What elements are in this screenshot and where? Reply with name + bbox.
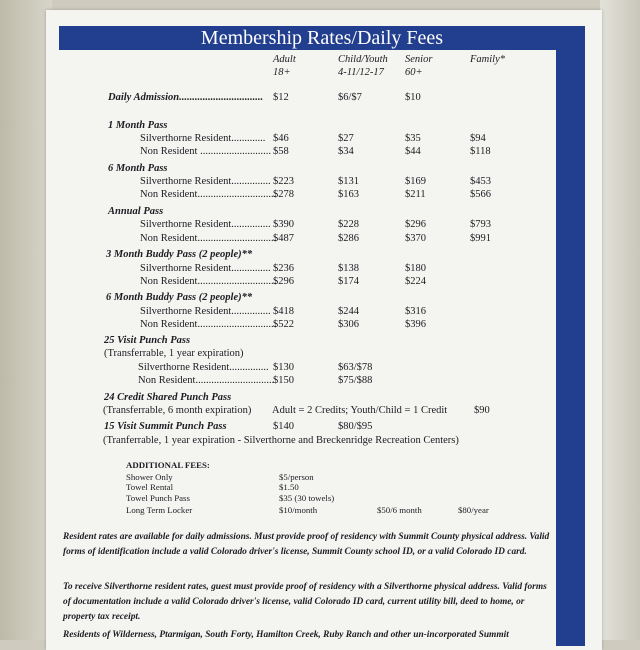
punch24-credits: Adult = 2 Credits; Youth/Child = 1 Credit	[272, 405, 448, 416]
fee-label: Long Term Locker	[126, 505, 193, 515]
cell-family: $566	[470, 189, 491, 200]
cell-senior: $316	[405, 306, 426, 317]
row-label: Non Resident..............................	[140, 276, 277, 287]
cell-adult: $46	[273, 133, 289, 144]
cell-adult: $278	[273, 189, 294, 200]
row-label: Silverthorne Resident...............	[138, 362, 269, 373]
punch15-note: (Tranferrable, 1 year expiration - Silverthorne and Breckenridge Recreation Centers)	[103, 435, 459, 446]
cell-adult: $296	[273, 276, 294, 287]
fee-value: $10/month	[279, 505, 318, 515]
cell-family: $453	[470, 176, 491, 187]
cell-adult: $130	[273, 362, 294, 373]
cell-senior: $370	[405, 233, 426, 244]
fee-value: $1.50	[279, 482, 299, 492]
col-child-age: 4-11/12-17	[338, 67, 384, 78]
fee-value: $5/person	[279, 472, 314, 482]
punch15-title: 15 Visit Summit Punch Pass	[104, 421, 227, 432]
cell-child: $286	[338, 233, 359, 244]
cell-family: $991	[470, 233, 491, 244]
cell-child: $138	[338, 263, 359, 274]
cell-adult: $150	[273, 375, 294, 386]
cell-family: $118	[470, 146, 491, 157]
cell-child: $306	[338, 319, 359, 330]
cell-adult: $418	[273, 306, 294, 317]
row-label: Non Resident..............................	[140, 319, 277, 330]
background-right	[600, 0, 640, 640]
punch25-note: (Transferrable, 1 year expiration)	[104, 348, 244, 359]
punch24-note: (Transferrable, 6 month expiration)	[103, 405, 252, 416]
row-label: Silverthorne Resident...............	[140, 176, 271, 187]
punch25-title: 25 Visit Punch Pass	[104, 335, 191, 346]
row-label: Non Resident..............................	[138, 375, 275, 386]
punch15-child: $80/$95	[338, 421, 373, 432]
additional-fees-heading: ADDITIONAL FEES:	[126, 460, 210, 470]
fee-label: Shower Only	[126, 472, 173, 482]
cell-child: $27	[338, 133, 354, 144]
daily-child: $6/$7	[338, 92, 362, 103]
cell-family: $793	[470, 219, 491, 230]
fee-value-year: $80/year	[458, 505, 489, 515]
cell-family: $94	[470, 133, 486, 144]
cell-senior: $296	[405, 219, 426, 230]
punch24-price: $90	[474, 405, 490, 416]
col-adult-header: Adult	[273, 54, 296, 65]
pass-title: 6 Month Buddy Pass (2 people)**	[106, 292, 253, 303]
cell-adult: $223	[273, 176, 294, 187]
row-label: Silverthorne Resident.............	[140, 133, 266, 144]
row-label: Silverthorne Resident...............	[140, 263, 271, 274]
col-family-header: Family*	[470, 54, 505, 65]
row-label: Silverthorne Resident...............	[140, 219, 271, 230]
cell-child: $163	[338, 189, 359, 200]
pass-title: 3 Month Buddy Pass (2 people)**	[106, 249, 253, 260]
row-label: Non Resident ...........................	[140, 146, 271, 157]
fee-value: $35 (30 towels)	[279, 493, 335, 503]
cell-adult: $522	[273, 319, 294, 330]
col-child-header: Child/Youth	[338, 54, 388, 65]
cell-adult: $390	[273, 219, 294, 230]
silverthorne-note: To receive Silverthorne resident rates, guest must provide proof of residency with a Silverthorne physical address. Valid forms of documentation include a valid Colorado driver's license, valid Colorado ID card, current utility bill, deed to home, or property tax receipt.	[63, 582, 547, 622]
cell-adult: $487	[273, 233, 294, 244]
daily-admission-label: Daily Admission................................	[108, 92, 264, 103]
daily-adult: $12	[273, 92, 289, 103]
cell-child: $174	[338, 276, 359, 287]
cell-senior: $224	[405, 276, 426, 287]
punch24-title: 24 Credit Shared Punch Pass	[104, 392, 232, 403]
cell-senior: $44	[405, 146, 421, 157]
cell-senior: $396	[405, 319, 426, 330]
pass-title: 1 Month Pass	[108, 120, 168, 131]
cell-senior: $211	[405, 189, 426, 200]
pass-title: 6 Month Pass	[108, 163, 168, 174]
fee-label: Towel Rental	[126, 482, 174, 492]
cell-child: $228	[338, 219, 359, 230]
page-title: Membership Rates/Daily Fees	[59, 26, 585, 50]
resident-note: Resident rates are available for daily admissions. Must provide proof of residency with Summit County physical address. Valid forms of identification include a valid Colorado driver's license, Summit County school ID, or a valid Colorado ID card.	[63, 532, 550, 557]
cell-senior: $35	[405, 133, 421, 144]
punch15-adult: $140	[273, 421, 294, 432]
blue-side-border	[556, 26, 585, 646]
fee-value-6month: $50/6 month	[377, 505, 422, 515]
row-label: Non Resident..............................	[140, 189, 277, 200]
cell-child: $131	[338, 176, 359, 187]
cell-senior: $180	[405, 263, 426, 274]
background-left	[0, 0, 52, 640]
cell-child: $75/$88	[338, 375, 373, 386]
cell-senior: $169	[405, 176, 426, 187]
row-label: Non Resident..............................	[140, 233, 277, 244]
fee-label: Towel Punch Pass	[126, 493, 190, 503]
cell-adult: $58	[273, 146, 289, 157]
row-label: Silverthorne Resident...............	[140, 306, 271, 317]
pass-title: Annual Pass	[108, 206, 164, 217]
cell-child: $244	[338, 306, 359, 317]
daily-senior: $10	[405, 92, 421, 103]
col-senior-header: Senior	[405, 54, 433, 65]
cell-child: $34	[338, 146, 354, 157]
cell-adult: $236	[273, 263, 294, 274]
col-senior-age: 60+	[405, 67, 423, 78]
un-incorporated-note: Residents of Wilderness, Ptarmigan, South Forty, Hamilton Creek, Ruby Ranch and other un-incorporated Summit	[63, 630, 509, 640]
cell-child: $63/$78	[338, 362, 373, 373]
col-adult-age: 18+	[273, 67, 291, 78]
